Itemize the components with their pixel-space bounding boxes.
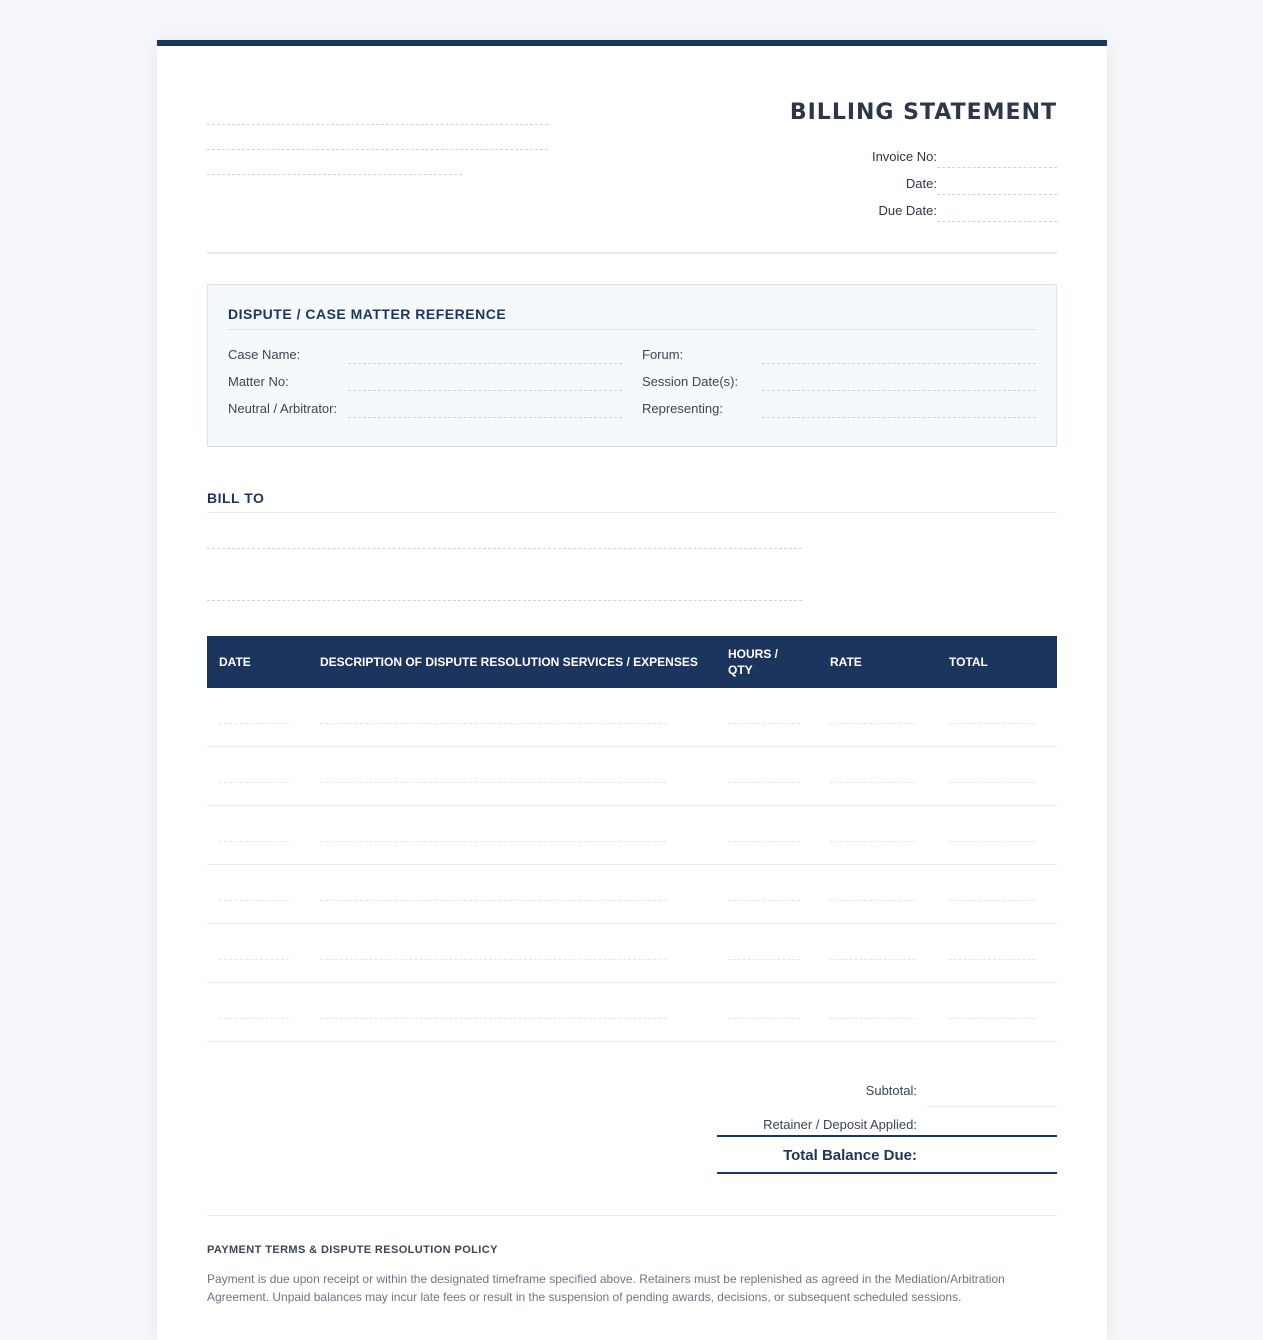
cell-total-field[interactable] <box>949 723 1035 724</box>
col-description-header: DESCRIPTION OF DISPUTE RESOLUTION SERVICES / EXPENSES <box>320 655 698 669</box>
case-title-divider <box>228 329 1036 330</box>
col-total-header: TOTAL <box>949 655 988 669</box>
representing-label: Representing: <box>642 401 723 416</box>
cell-description-field[interactable] <box>320 900 666 901</box>
payment-terms-title: PAYMENT TERMS & DISPUTE RESOLUTION POLICY <box>207 1244 498 1256</box>
table-row <box>207 983 1057 1042</box>
payment-terms-text: Payment is due upon receipt or within the designated timeframe specified above. Retainers must be replenished as agreed in the Mediation/Arbitration Agreement. Unpaid balances may incur late fees or result in the suspension of pending awards, decisions, or subsequent scheduled sessions. <box>207 1272 1005 1304</box>
forum-field[interactable] <box>762 363 1036 364</box>
table-row <box>207 924 1057 983</box>
company-contact-line[interactable] <box>207 174 462 175</box>
cell-total-field[interactable] <box>949 1018 1035 1019</box>
table-row <box>207 865 1057 924</box>
cell-date-field[interactable] <box>219 900 289 901</box>
retainer-label: Retainer / Deposit Applied: <box>763 1117 917 1132</box>
due-date-label: Due Date: <box>878 203 937 218</box>
cell-hours-qty-field[interactable] <box>728 723 800 724</box>
table-row <box>207 806 1057 865</box>
bill-to-divider <box>207 512 1057 513</box>
billing-statement-page <box>157 40 1107 1340</box>
cell-date-field[interactable] <box>219 841 289 842</box>
bill-to-line-1[interactable] <box>207 548 802 549</box>
cell-hours-qty-field[interactable] <box>728 841 800 842</box>
neutral-arbitrator-field[interactable] <box>348 417 622 418</box>
cell-date-field[interactable] <box>219 782 289 783</box>
total-balance-due-label: Total Balance Due: <box>783 1147 917 1164</box>
date-field[interactable] <box>937 194 1057 195</box>
cell-rate-field[interactable] <box>830 900 916 901</box>
case-name-label: Case Name: <box>228 347 301 362</box>
session-dates-field[interactable] <box>762 390 1036 391</box>
cell-total-field[interactable] <box>949 900 1035 901</box>
bill-to-title: BILL TO <box>207 490 265 506</box>
table-row <box>207 688 1057 747</box>
cell-description-field[interactable] <box>320 782 666 783</box>
cell-date-field[interactable] <box>219 959 289 960</box>
company-address-line[interactable] <box>207 149 548 150</box>
cell-date-field[interactable] <box>219 1018 289 1019</box>
cell-total-field[interactable] <box>949 959 1035 960</box>
subtotal-label: Subtotal: <box>865 1083 917 1098</box>
bill-to-line-2[interactable] <box>207 600 802 601</box>
invoice-number-row <box>797 147 1057 174</box>
cell-description-field[interactable] <box>320 841 666 842</box>
case-reference-box <box>207 284 1057 447</box>
case-name-field[interactable] <box>348 363 622 364</box>
cell-rate-field[interactable] <box>830 782 916 783</box>
cell-hours-qty-field[interactable] <box>728 782 800 783</box>
col-rate-header: RATE <box>830 655 862 669</box>
cell-date-field[interactable] <box>219 723 289 724</box>
total-balance-due-row <box>717 1135 1057 1174</box>
cell-hours-qty-field[interactable] <box>728 1018 800 1019</box>
session-dates-label: Session Date(s): <box>642 374 739 389</box>
cell-rate-field[interactable] <box>830 959 916 960</box>
matter-no-field[interactable] <box>348 390 622 391</box>
cell-total-field[interactable] <box>949 841 1035 842</box>
cell-hours-qty-field[interactable] <box>728 959 800 960</box>
invoice-number-field[interactable] <box>937 167 1057 168</box>
company-name-line[interactable] <box>207 124 548 125</box>
col-date-header: DATE <box>219 655 251 669</box>
matter-no-label: Matter No: <box>228 374 289 389</box>
cell-description-field[interactable] <box>320 959 666 960</box>
document-title: BILLING STATEMENT <box>789 100 1057 125</box>
cell-total-field[interactable] <box>949 782 1035 783</box>
table-row <box>207 747 1057 806</box>
cell-description-field[interactable] <box>320 723 666 724</box>
date-row <box>797 174 1057 201</box>
subtotal-field[interactable] <box>927 1106 1057 1107</box>
cell-rate-field[interactable] <box>830 1018 916 1019</box>
forum-label: Forum: <box>642 347 684 362</box>
due-date-row <box>797 201 1057 228</box>
due-date-field[interactable] <box>937 221 1057 222</box>
cell-description-field[interactable] <box>320 1018 666 1019</box>
cell-rate-field[interactable] <box>830 841 916 842</box>
cell-hours-qty-field[interactable] <box>728 900 800 901</box>
invoice-number-label: Invoice No: <box>871 149 937 164</box>
date-label: Date: <box>905 176 937 191</box>
neutral-arbitrator-label: Neutral / Arbitrator: <box>228 401 338 416</box>
cell-rate-field[interactable] <box>830 723 916 724</box>
line-items-header <box>207 636 1057 688</box>
case-reference-title: DISPUTE / CASE MATTER REFERENCE <box>228 306 507 322</box>
header-divider <box>207 252 1057 254</box>
col-hours-qty-header: HOURS / QTY <box>728 647 779 677</box>
representing-field[interactable] <box>762 417 1036 418</box>
footer-divider <box>207 1215 1057 1216</box>
